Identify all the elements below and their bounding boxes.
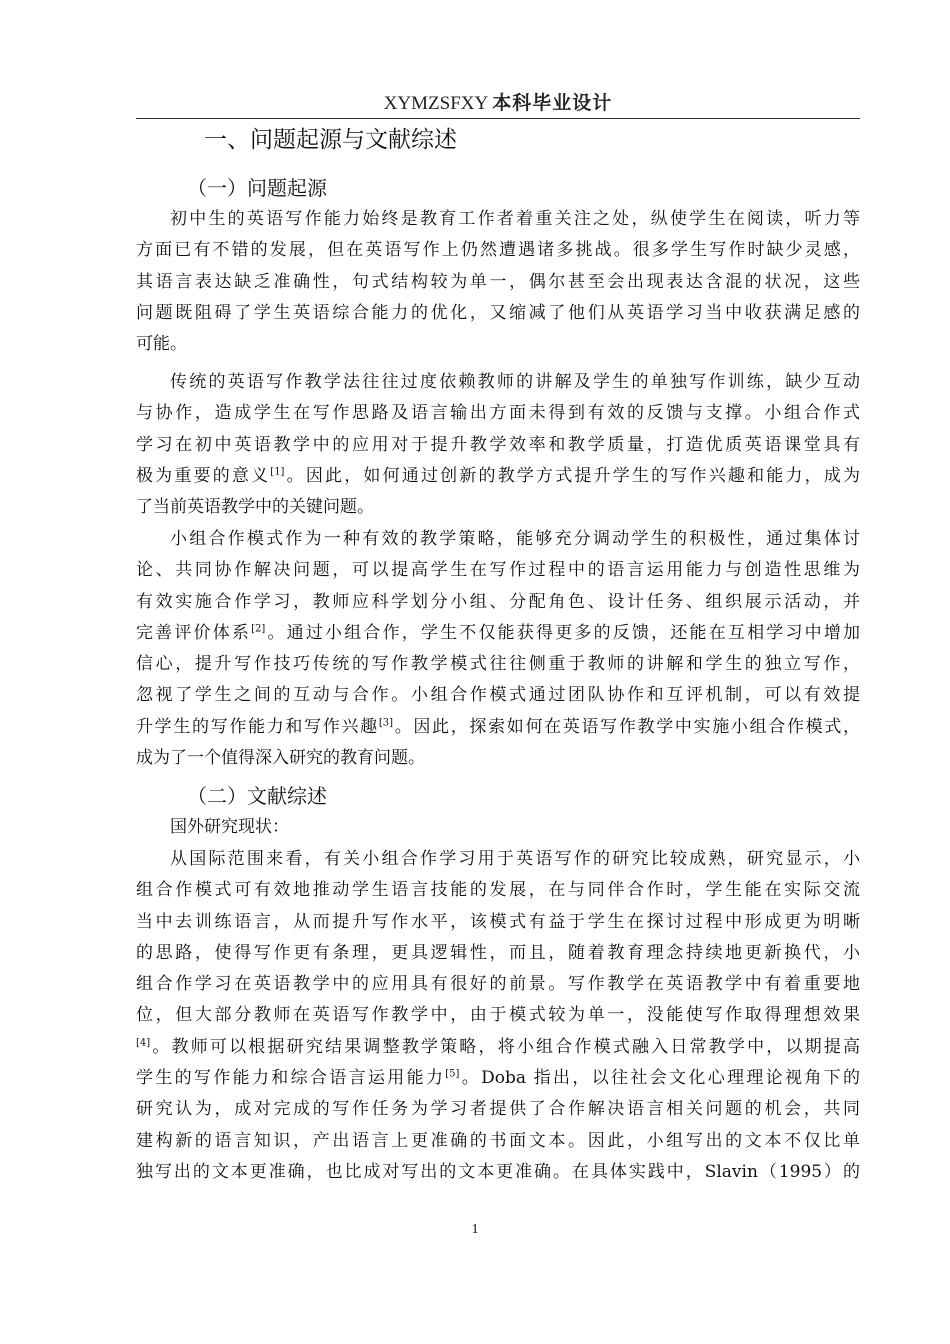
text-line: 从国际范围来看，有关小组合作学习用于英语写作的研究比较成熟，研究显示，小: [170, 849, 860, 869]
text-line: 成为了一个值得深入研究的教育问题。: [136, 748, 425, 769]
paragraph-origin-3: [136, 524, 860, 774]
paragraph-origin-2: [136, 367, 860, 523]
text-fragment: 。因此，如何通过创新的教学方式提升学生的写作兴趣和能力，成为: [284, 465, 860, 486]
citation-ref[interactable]: [5]: [445, 1068, 460, 1080]
text-line: 组合作学习在英语教学中的应用具有很好的前景。写作教学在英语教学中有着重要地: [136, 974, 860, 995]
text-line: 建构新的语言知识，产出语言上更准确的书面文本。因此，小组写出的文本不仅比单: [136, 1130, 860, 1151]
citation-ref[interactable]: [2]: [251, 623, 266, 635]
text-line: 问题既阻碍了学生英语综合能力的优化，又缩减了他们从英语学习当中收获满足感的: [136, 302, 860, 323]
page-header: [136, 90, 860, 116]
text-line: 忽视了学生之间的互动与合作。小组合作模式通过团队协作和互评机制，可以有效提: [136, 685, 860, 706]
text-line: 位，但大部分教师在英语写作教学中，由于模式较为单一，没能使写作取得理想效果: [136, 1005, 860, 1026]
header-title: 本科毕业设计: [492, 92, 613, 114]
text-fragment: 完善评价体系: [136, 622, 252, 643]
text-line: 信心，提升写作技巧传统的写作教学模式往往侧重于教师的讲解和学生的独立写作，: [136, 654, 860, 675]
paragraph-origin-1: [136, 204, 860, 360]
text-line: 可能。: [136, 334, 187, 355]
text-line: 当中去训练语言，从而提升写作水平，该模式有益于学生在探讨过程中形成更为明晰: [136, 911, 860, 932]
text-fragment: 。教师可以根据研究结果调整教学策略，将小组合作模式融入日常教学中，以期提高: [150, 1036, 860, 1057]
text-line: 的思路，使得写作更有条理，更具逻辑性，而且，随着教育理念持续地更新换代，小: [136, 942, 860, 963]
text-fragment: 升学生的写作能力和写作兴趣: [136, 716, 379, 737]
text-fragment: 极为重要的意义: [136, 465, 271, 486]
header-rule: [136, 118, 860, 119]
text-line: 有效实施合作学习，教师应科学划分小组、分配角色、设计任务、组织展示活动，并: [136, 591, 860, 612]
text-line: 方面已有不错的发展，但在英语写作上仍然遭遇诸多挑战。很多学生写作时缺少灵感，: [136, 240, 860, 261]
text-line: [136, 618, 860, 649]
header-code: XYMZSFXY: [383, 93, 488, 114]
page-number: 1: [471, 1222, 479, 1237]
citation-ref[interactable]: [1]: [270, 466, 285, 478]
text-line: [136, 1032, 860, 1063]
text-line: 其语言表达缺乏准确性，句式结构较为单一，偶尔甚至会出现表达含混的状况，这些: [136, 271, 860, 292]
text-line: 独写出的文本更准确，也比成对写出的文本更准确。在具体实践中，Slavin（1995）的: [136, 1161, 860, 1182]
text-fragment: 。因此，探索如何在英语写作教学中实施小组合作模式，: [393, 716, 860, 737]
subsection-title-review: （二）文献综述: [187, 784, 327, 808]
paragraph-review-1: [136, 844, 860, 1188]
text-fragment: 。通过小组合作，学生不仅能获得更多的反馈，还能在互相学习中增加: [265, 622, 860, 643]
text-line: 小组合作模式作为一种有效的教学策略，能够充分调动学生的积极性，通过集体讨: [170, 529, 860, 549]
text-line: [136, 712, 860, 743]
text-line: 与协作，造成学生在写作思路及语言输出方面未得到有效的反馈与支撑。小组合作式: [136, 403, 860, 424]
text-line: 国外研究现状：: [170, 817, 289, 837]
text-fragment: 学生的写作能力和综合语言运用能力: [136, 1068, 446, 1089]
text-line: 了当前英语教学中的关键问题。: [136, 497, 374, 518]
section-title: 一、问题起源与文献综述: [204, 127, 457, 153]
text-line: 学习在初中英语教学中的应用对于提升教学效率和教学质量，打造优质英语课堂具有: [136, 434, 860, 455]
citation-ref[interactable]: [3]: [378, 717, 394, 729]
text-fragment: 。Doba 指出，以往社会文化心理理论视角下的: [459, 1068, 860, 1089]
text-line: [136, 461, 860, 492]
citation-ref[interactable]: [4]: [136, 1037, 151, 1049]
text-line: 组合作模式可有效地推动学生语言技能的发展，在与同伴合作时，学生能在实际交流: [136, 880, 860, 901]
paragraph-review-intro: [136, 812, 860, 843]
text-line: 论、共同协作解决问题，可以提高学生在写作过程中的语言运用能力与创造性思维为: [136, 560, 860, 581]
text-line: 初中生的英语写作能力始终是教育工作者着重关注之处，纵使学生在阅读，听力等: [170, 209, 860, 229]
subsection-title-origin: （一）问题起源: [187, 176, 327, 200]
text-line: 传统的英语写作教学法往往过度依赖教师的讲解及学生的单独写作训练，缺少互动: [170, 372, 860, 392]
text-line: 研究认为，成对完成的写作任务为学习者提供了合作解决语言相关问题的机会，共同: [136, 1099, 860, 1120]
text-line: [136, 1063, 860, 1094]
